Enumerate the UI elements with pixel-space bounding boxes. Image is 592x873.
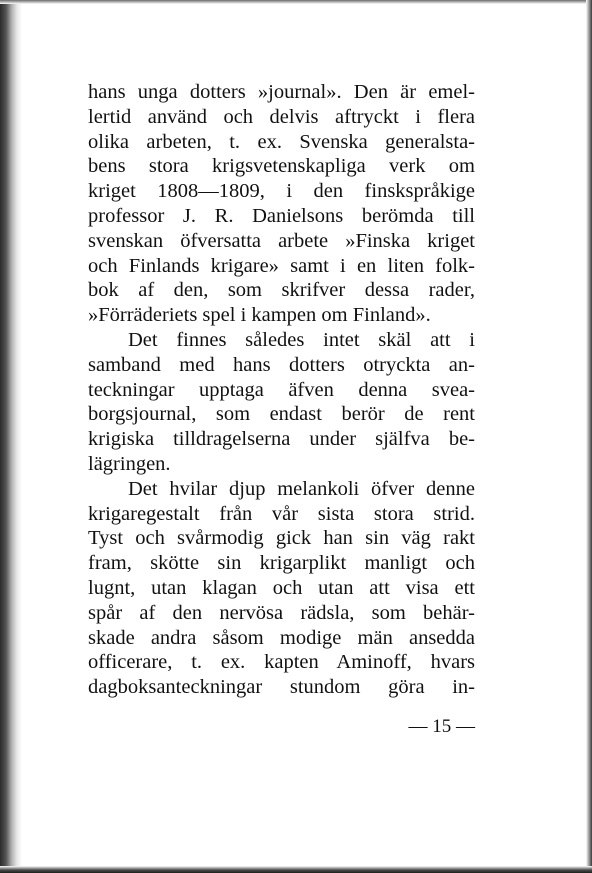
paragraph-first-line: Det hvilar djup melankoli öfver denne (128, 477, 475, 500)
text-line: och Finlands krigare» samt i en liten folk- (88, 254, 475, 277)
text-line: dagboksanteckningar stundom göra in- (88, 676, 475, 699)
text-line: lägringen. (88, 452, 171, 475)
text-line: spår af den nervösa rädsla, som behär- (88, 601, 475, 624)
text-line: bens stora krigsvetenskapliga verk om (88, 155, 475, 178)
paragraph-first-line: Det finnes således intet skäl att i (128, 328, 475, 351)
text-line: lugnt, utan klagan och utan att visa ett (88, 576, 475, 599)
text-line: kriget 1808—1809, i den finskspråkige (88, 180, 475, 203)
text-line: samband med hans dotters otryckta an- (88, 353, 475, 376)
page-binding-edge (0, 0, 22, 873)
text-line: olika arbeten, t. ex. Svenska generalsta- (88, 130, 475, 153)
text-line: krigiska tilldragelserna under själfva be- (88, 428, 475, 451)
text-line: bok af den, som skrifver dessa rader, (88, 279, 475, 302)
text-line: krigaregestalt från vår sista stora strid. (88, 502, 475, 525)
text-line: fram, skötte sin krigarplikt manligt och (88, 552, 475, 575)
text-line: lertid använd och delvis aftryckt i flera (88, 105, 475, 128)
text-line: »Förräderiets spel i kampen om Finland». (88, 304, 431, 327)
body-text (88, 80, 475, 700)
text-line: skade andra såsom modige män ansedda (88, 626, 475, 649)
text-line: svenskan öfversatta arbete »Finska kriget (88, 229, 475, 252)
text-line: teckningar upptaga äfven denna svea- (88, 378, 475, 401)
page-top-edge (0, 0, 592, 4)
page-right-edge (586, 0, 592, 873)
text-line: borgsjournal, som endast berör de rent (88, 403, 475, 426)
text-line: officerare, t. ex. kapten Aminoff, hvars (88, 651, 475, 674)
page-number: — 15 — (408, 716, 475, 737)
text-line: hans unga dotters »journal». Den är emel- (88, 81, 475, 103)
text-line: professor J. R. Danielsons berömda till (88, 204, 475, 227)
page-bottom-edge (0, 866, 592, 873)
text-line: Tyst och svårmodig gick han sin väg rakt (88, 527, 475, 550)
